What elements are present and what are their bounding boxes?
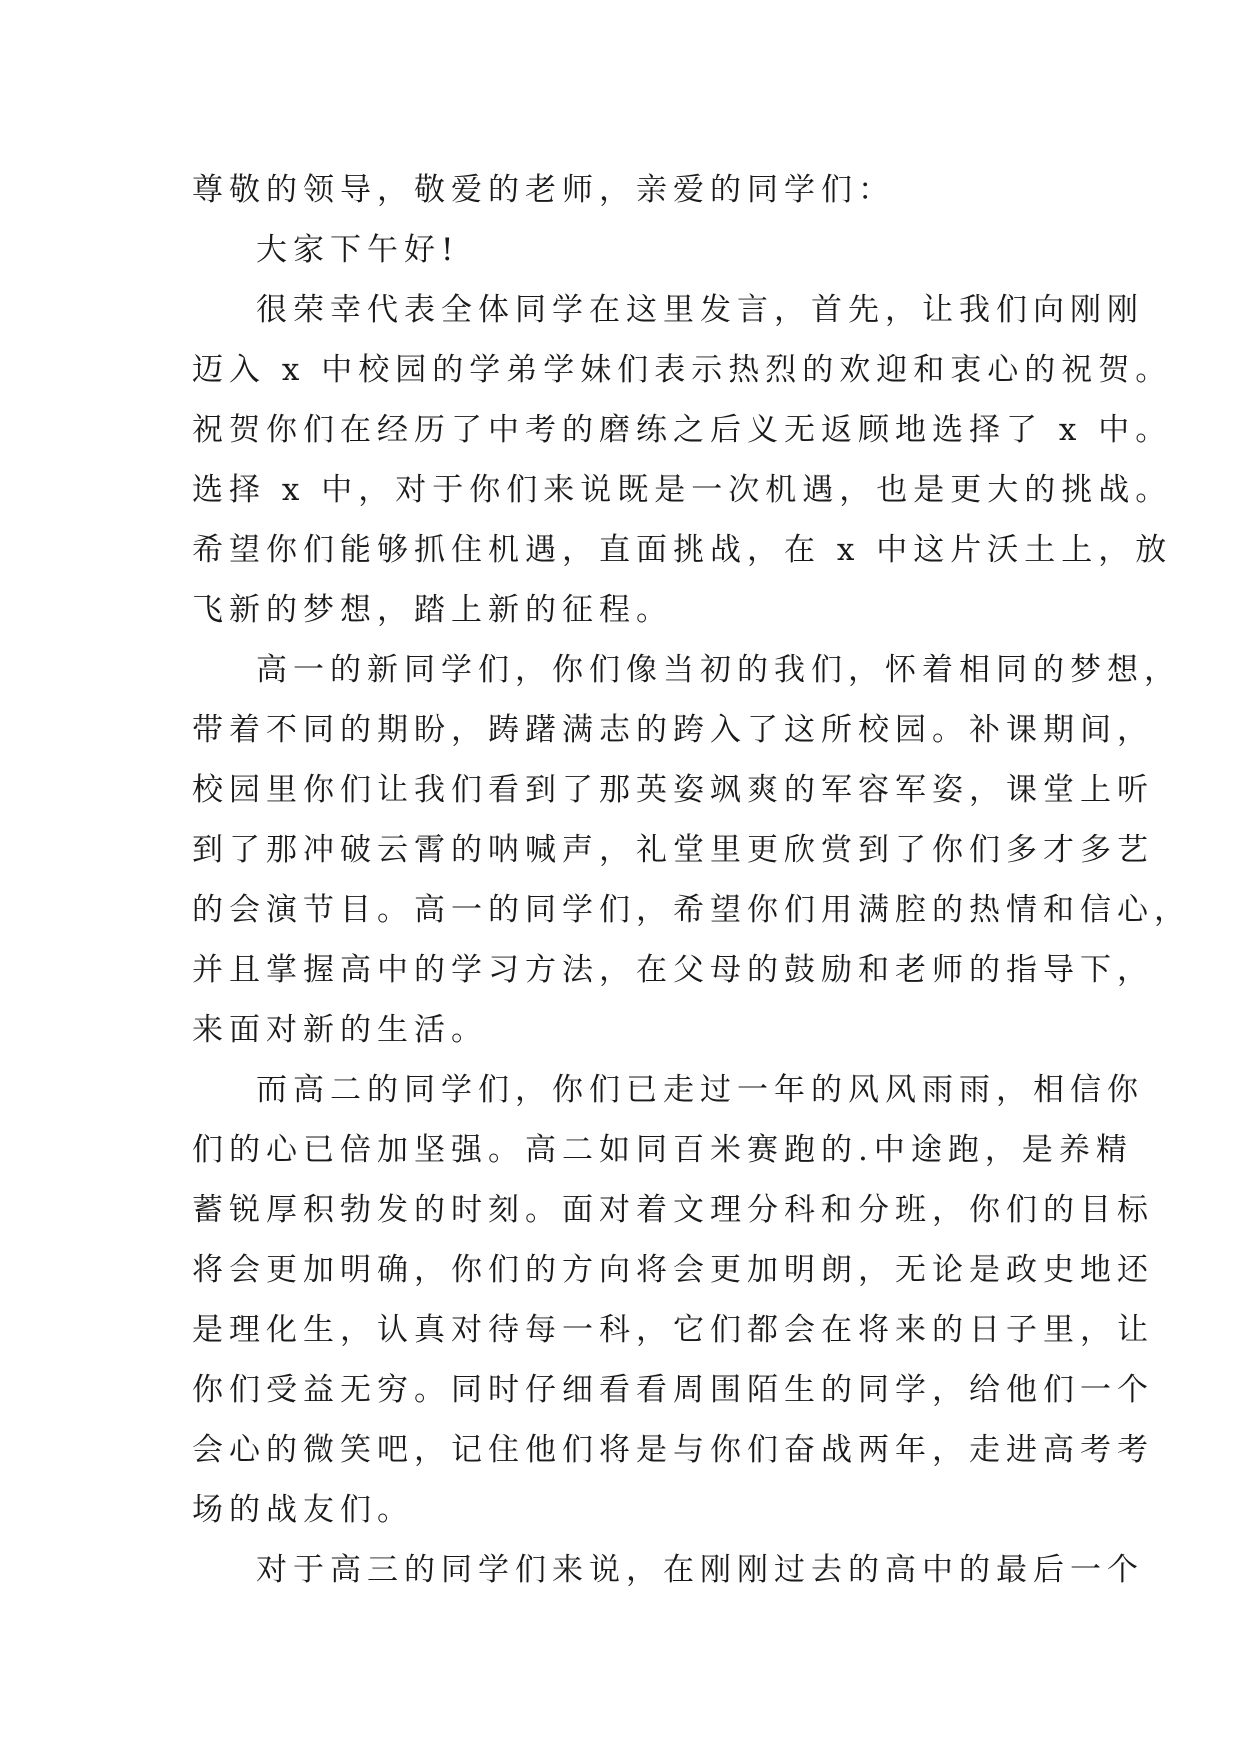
- paragraph-line: 高一的新同学们，你们像当初的我们，怀着相同的梦想，: [256, 652, 1181, 688]
- paragraph-line: 蓄锐厚积勃发的时刻。面对着文理分科和分班，你们的目标: [192, 1192, 1154, 1228]
- greeting-line: 大家下午好!: [256, 232, 460, 268]
- paragraph-line: 很荣幸代表全体同学在这里发言，首先，让我们向刚刚: [256, 292, 1144, 328]
- paragraph-line: 并且掌握高中的学习方法，在父母的鼓励和老师的指导下，: [192, 952, 1154, 988]
- paragraph-line: 们的心已倍加坚强。高二如同百米赛跑的.中途跑，是养精: [192, 1132, 1133, 1168]
- paragraph-line: 的会演节目。高一的同学们，希望你们用满腔的热情和信心，: [192, 892, 1191, 928]
- paragraph-line: 校园里你们让我们看到了那英姿飒爽的军容军姿，课堂上听: [192, 772, 1154, 808]
- paragraph-line: 来面对新的生活。: [192, 1012, 488, 1048]
- paragraph-line: 飞新的梦想，踏上新的征程。: [192, 592, 673, 628]
- paragraph-line: 而高二的同学们，你们已走过一年的风风雨雨，相信你: [256, 1072, 1144, 1108]
- paragraph-line: 会心的微笑吧，记住他们将是与你们奋战两年，走进高考考: [192, 1432, 1154, 1468]
- paragraph-line: 迈入 x 中校园的学弟学妹们表示热烈的欢迎和衷心的祝贺。: [192, 352, 1173, 388]
- paragraph-line: 对于高三的同学们来说，在刚刚过去的高中的最后一个: [256, 1552, 1144, 1588]
- paragraph-line: 到了那冲破云霄的呐喊声，礼堂里更欣赏到了你们多才多艺: [192, 832, 1154, 868]
- paragraph-line: 祝贺你们在经历了中考的磨练之后义无返顾地选择了 x 中。: [192, 412, 1173, 448]
- speech-text: [192, 160, 1191, 1600]
- paragraph-line: 选择 x 中，对于你们来说既是一次机遇，也是更大的挑战。: [192, 472, 1173, 508]
- paragraph-line: 将会更加明确，你们的方向将会更加明朗，无论是政史地还: [192, 1252, 1154, 1288]
- paragraph-line: 带着不同的期盼，踌躇满志的跨入了这所校园。补课期间，: [192, 712, 1154, 748]
- paragraph-line: 希望你们能够抓住机遇，直面挑战，在 x 中这片沃土上，放: [192, 532, 1173, 568]
- paragraph-line: 是理化生，认真对待每一科，它们都会在将来的日子里，让: [192, 1312, 1154, 1348]
- salutation-line: 尊敬的领导，敬爱的老师，亲爱的同学们：: [192, 172, 895, 208]
- paragraph-line: 场的战友们。: [192, 1492, 414, 1528]
- paragraph-line: 你们受益无穷。同时仔细看看周围陌生的同学，给他们一个: [192, 1372, 1154, 1408]
